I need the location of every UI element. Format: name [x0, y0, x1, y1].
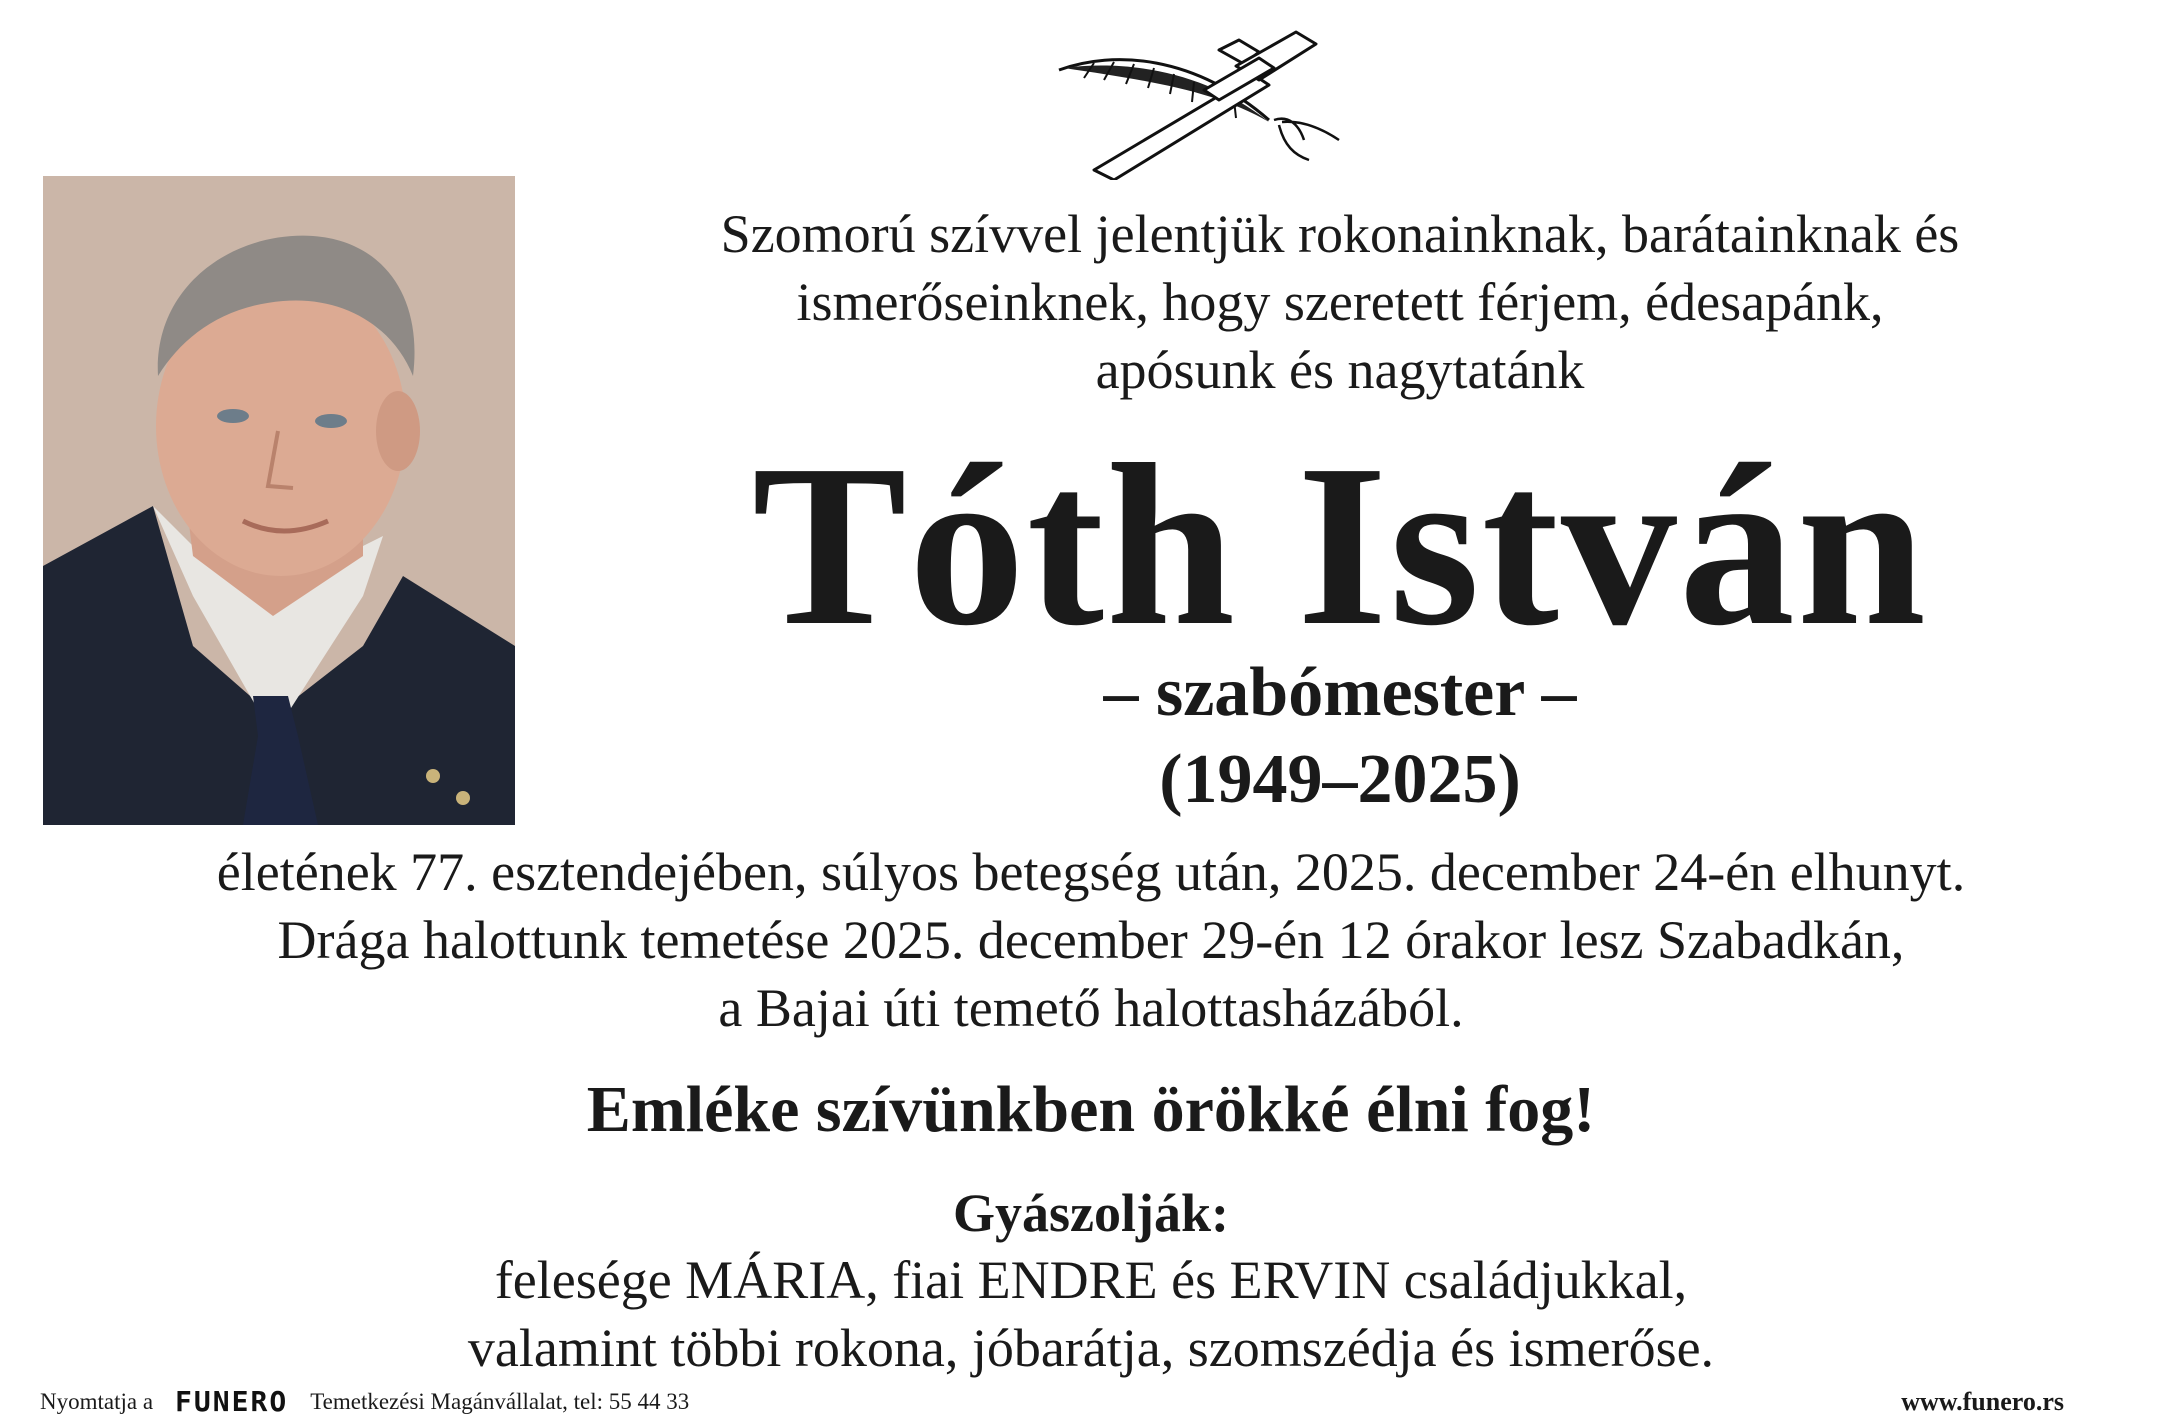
details-line: Drága halottunk temetése 2025. december 29-én 12 órakor lesz Szabadkán,	[277, 910, 1905, 970]
deceased-name: Tóth István	[752, 417, 1928, 674]
footer-website: www.funero.rs	[1901, 1387, 2064, 1416]
mourners-title: Gyászolják:	[953, 1183, 1229, 1243]
funeral-details	[20, 838, 2162, 1042]
footer-printer-info	[40, 1385, 690, 1418]
portrait-image	[43, 176, 515, 825]
cross-with-palm-icon	[1054, 30, 1344, 180]
footer-printed-by: Nyomtatja a	[40, 1389, 154, 1414]
mourners-list	[20, 1246, 2162, 1382]
portrait-photo	[43, 176, 515, 825]
footer-company: Temetkezési Magánvállalat, tel: 55 44 33	[310, 1389, 690, 1414]
mourners-line: valamint többi rokona, jóbarátja, szomszédja és ismerőse.	[467, 1318, 1715, 1378]
intro-line: apósunk és nagytatánk	[1095, 340, 1585, 400]
mourners-line: felesége MÁRIA, fiai ENDRE és ERVIN családjukkal,	[494, 1250, 1688, 1310]
intro-line: ismerőseinknek, hogy szeretett férjem, édesapánk,	[796, 272, 1884, 332]
memory-statement: Emléke szívünkben örökké élni fog!	[586, 1073, 1596, 1146]
details-line: életének 77. esztendejében, súlyos betegség után, 2025. december 24-én elhunyt.	[216, 842, 1966, 902]
intro-line: Szomorú szívvel jelentjük rokonainknak, barátainknak és	[720, 204, 1960, 264]
funero-logo: FUNERO	[175, 1385, 289, 1418]
announcement-intro	[560, 200, 2120, 404]
deceased-years: (1949–2025)	[1159, 741, 1521, 818]
deceased-occupation: – szabómester –	[1103, 654, 1577, 731]
details-line: a Bajai úti temető halottasházából.	[718, 978, 1464, 1038]
